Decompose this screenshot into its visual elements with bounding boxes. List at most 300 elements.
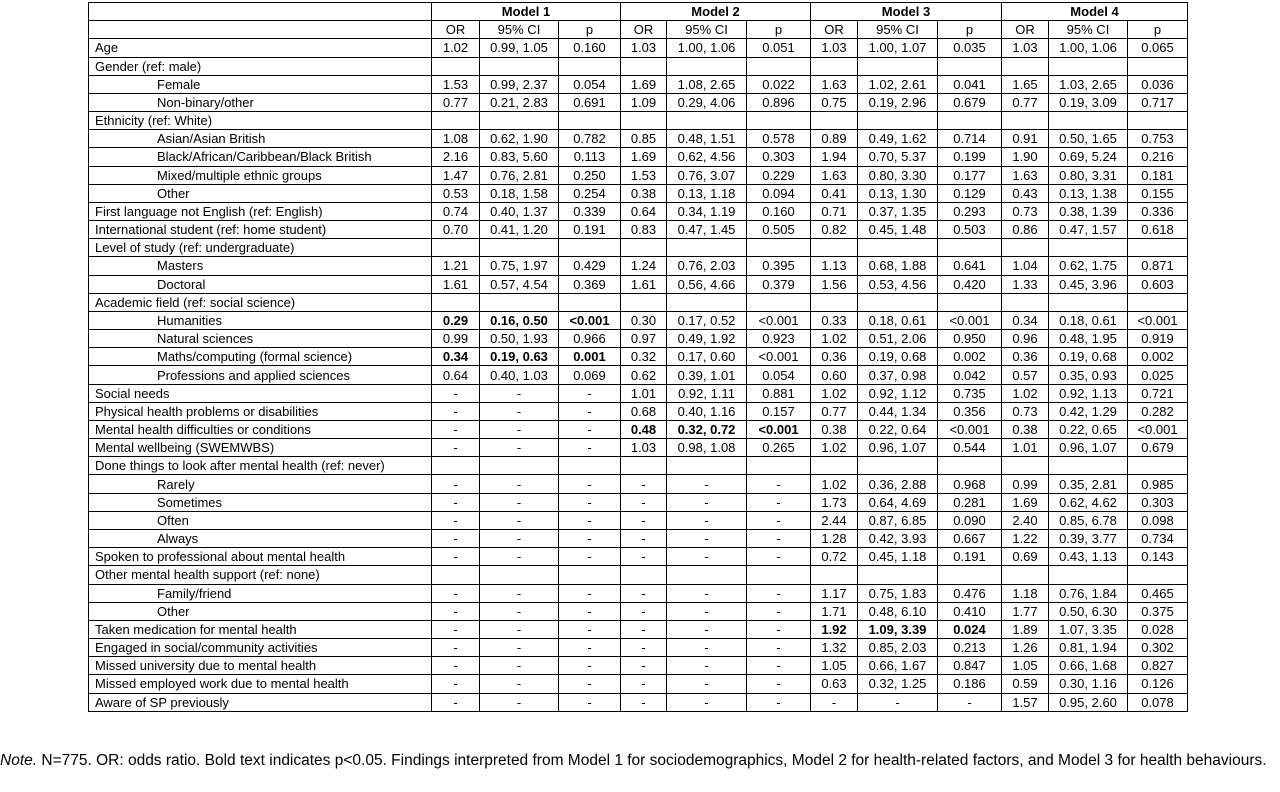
table-cell-p: 0.250	[559, 166, 621, 184]
table-cell-p: 0.094	[747, 184, 811, 202]
table-cell-p: -	[747, 693, 811, 711]
table-cell-ci: 0.62, 4.56	[667, 148, 747, 166]
table-cell-p: 0.420	[938, 275, 1002, 293]
table-cell-p: 0.126	[1128, 675, 1188, 693]
table-cell-ci: -	[480, 693, 559, 711]
table-cell-p: 0.679	[1128, 439, 1188, 457]
table-cell-ci: 0.42, 3.93	[858, 529, 938, 547]
table-cell-or: -	[432, 384, 480, 402]
table-cell-p: 0.022	[747, 75, 811, 93]
table-row	[89, 57, 1188, 75]
table-cell-or: 0.48	[621, 420, 667, 438]
table-row	[89, 184, 1188, 202]
table-row	[89, 366, 1188, 384]
note-text: N=775. OR: odds ratio. Bold text indicates p<0.05. Findings interpreted from Model 1 for sociodemographics, Model 2 for health-related factors, and Model 3 for health behaviours.	[37, 752, 1267, 769]
table-cell-ci: 0.16, 0.50	[480, 311, 559, 329]
table-cell-p: 0.090	[938, 511, 1002, 529]
table-cell-or: 0.38	[1002, 420, 1049, 438]
table-cell-or: 1.63	[811, 75, 858, 93]
table-cell-ci: 0.92, 1.11	[667, 384, 747, 402]
table-cell-ci: -	[667, 693, 747, 711]
table-cell-ci: 0.62, 4.62	[1049, 493, 1128, 511]
table-cell-ci: -	[667, 657, 747, 675]
row-label: Aware of SP previously	[89, 693, 432, 711]
table-row	[89, 529, 1188, 547]
table-cell-or: 1.33	[1002, 275, 1049, 293]
table-cell-ci: 0.40, 1.16	[667, 402, 747, 420]
table-cell-p: -	[559, 675, 621, 693]
table-cell-p: -	[938, 693, 1002, 711]
row-label: Always	[89, 529, 432, 547]
table-cell-ci: 0.45, 3.96	[1049, 275, 1128, 293]
table-cell-or: 1.03	[621, 39, 667, 57]
table-cell-ci: -	[667, 475, 747, 493]
table-cell-or: 1.02	[811, 439, 858, 457]
table-cell-or: -	[432, 584, 480, 602]
table-cell-p: -	[747, 511, 811, 529]
table-cell-p: 0.025	[1128, 366, 1188, 384]
table-cell-ci: 0.99, 2.37	[480, 75, 559, 93]
table-cell-or: -	[432, 439, 480, 457]
table-cell-or: 0.86	[1002, 221, 1049, 239]
table-cell-or: 0.64	[432, 366, 480, 384]
table-cell-p: -	[747, 548, 811, 566]
table-cell-p: 0.714	[938, 130, 1002, 148]
table-cell-or: 1.02	[1002, 384, 1049, 402]
table-cell-or: 1.69	[621, 75, 667, 93]
table-cell-or: -	[432, 657, 480, 675]
table-cell-ci: 0.70, 5.37	[858, 148, 938, 166]
table-cell-p	[559, 293, 621, 311]
table-cell-p: 0.160	[747, 202, 811, 220]
table-cell-or: 2.16	[432, 148, 480, 166]
table-cell-or: 0.53	[432, 184, 480, 202]
table-cell-p: <0.001	[1128, 311, 1188, 329]
table-cell-p: 0.035	[938, 39, 1002, 57]
table-cell-p: 0.985	[1128, 475, 1188, 493]
table-row	[89, 166, 1188, 184]
table-cell-p	[559, 112, 621, 130]
table-cell-p: 0.113	[559, 148, 621, 166]
row-label: Academic field (ref: social science)	[89, 293, 432, 311]
table-body	[89, 39, 1188, 711]
table-cell-p: 0.177	[938, 166, 1002, 184]
row-label: Done things to look after mental health (ref: never)	[89, 457, 432, 475]
table-cell-or: 1.22	[1002, 529, 1049, 547]
table-cell-ci: 0.50, 1.93	[480, 330, 559, 348]
table-cell-ci	[480, 239, 559, 257]
table-cell-ci: 0.92, 1.12	[858, 384, 938, 402]
table-cell-p: 0.155	[1128, 184, 1188, 202]
table-cell-ci: 0.40, 1.03	[480, 366, 559, 384]
table-cell-p: 0.618	[1128, 221, 1188, 239]
table-cell-ci	[667, 457, 747, 475]
table-cell-ci	[480, 457, 559, 475]
table-cell-p: 0.375	[1128, 602, 1188, 620]
table-cell-ci: 0.64, 4.69	[858, 493, 938, 511]
table-cell-or: 1.69	[1002, 493, 1049, 511]
table-cell-ci	[480, 566, 559, 584]
table-cell-p: 0.410	[938, 602, 1002, 620]
table-cell-or: -	[432, 529, 480, 547]
row-label: Other mental health support (ref: none)	[89, 566, 432, 584]
table-cell-or	[811, 293, 858, 311]
row-label: Mental wellbeing (SWEMWBS)	[89, 439, 432, 457]
table-cell-ci: 0.19, 0.63	[480, 348, 559, 366]
row-label: Taken medication for mental health	[89, 620, 432, 638]
table-cell-p	[1128, 239, 1188, 257]
table-cell-p: -	[747, 529, 811, 547]
table-cell-p: 0.143	[1128, 548, 1188, 566]
table-cell-p: 0.293	[938, 202, 1002, 220]
table-cell-ci: 0.69, 5.24	[1049, 148, 1128, 166]
table-cell-p: -	[559, 620, 621, 638]
table-cell-or: 1.56	[811, 275, 858, 293]
table-cell-or: 0.68	[621, 402, 667, 420]
table-cell-ci	[1049, 112, 1128, 130]
table-cell-ci: 0.19, 2.96	[858, 93, 938, 111]
row-label: Age	[89, 39, 432, 57]
table-cell-ci: 0.39, 1.01	[667, 366, 747, 384]
table-cell-or: 0.72	[811, 548, 858, 566]
table-cell-ci: -	[667, 675, 747, 693]
table-cell-ci: -	[667, 529, 747, 547]
table-cell-or: 0.57	[1002, 366, 1049, 384]
table-cell-or	[811, 457, 858, 475]
table-cell-ci: 0.50, 6.30	[1049, 602, 1128, 620]
table-row	[89, 112, 1188, 130]
table-cell-or: 0.38	[811, 420, 858, 438]
table-cell-or: 1.08	[432, 130, 480, 148]
table-cell-or: 2.44	[811, 511, 858, 529]
table-cell-or: 0.77	[432, 93, 480, 111]
table-cell-ci: 0.29, 4.06	[667, 93, 747, 111]
table-cell-or	[621, 239, 667, 257]
table-row	[89, 439, 1188, 457]
table-cell-or: 1.61	[432, 275, 480, 293]
table-cell-or: 1.32	[811, 639, 858, 657]
table-cell-ci	[667, 566, 747, 584]
table-cell-or: 0.83	[621, 221, 667, 239]
table-cell-p: 0.578	[747, 130, 811, 148]
table-cell-p	[938, 239, 1002, 257]
table-cell-ci: 0.68, 1.88	[858, 257, 938, 275]
table-cell-or: 0.69	[1002, 548, 1049, 566]
table-cell-p: 0.465	[1128, 584, 1188, 602]
table-cell-or: 1.18	[1002, 584, 1049, 602]
table-cell-ci: 0.62, 1.75	[1049, 257, 1128, 275]
row-label: International student (ref: home student)	[89, 221, 432, 239]
table-cell-p: 0.379	[747, 275, 811, 293]
table-cell-ci: 0.32, 0.72	[667, 420, 747, 438]
table-cell-ci	[480, 293, 559, 311]
table-cell-p: 0.281	[938, 493, 1002, 511]
table-cell-ci: 0.17, 0.60	[667, 348, 747, 366]
table-cell-ci: 0.80, 3.31	[1049, 166, 1128, 184]
table-cell-or	[432, 293, 480, 311]
table-cell-ci: 0.39, 3.77	[1049, 529, 1128, 547]
table-row	[89, 39, 1188, 57]
table-cell-or: 0.29	[432, 311, 480, 329]
table-cell-or: 0.59	[1002, 675, 1049, 693]
table-cell-p: -	[559, 529, 621, 547]
table-cell-or: 0.34	[1002, 311, 1049, 329]
table-cell-or: -	[621, 529, 667, 547]
table-cell-ci: 0.41, 1.20	[480, 221, 559, 239]
table-row	[89, 511, 1188, 529]
subheader-p: p	[559, 21, 621, 39]
table-cell-or	[1002, 239, 1049, 257]
row-label: Natural sciences	[89, 330, 432, 348]
table-cell-ci: 0.19, 0.68	[858, 348, 938, 366]
table-cell-ci: 0.18, 0.61	[858, 311, 938, 329]
table-cell-or: 1.71	[811, 602, 858, 620]
table-cell-p: 0.339	[559, 202, 621, 220]
table-cell-ci: 0.98, 1.08	[667, 439, 747, 457]
table-cell-p	[938, 457, 1002, 475]
table-cell-p: -	[747, 657, 811, 675]
table-cell-ci: -	[480, 493, 559, 511]
table-cell-p: 0.503	[938, 221, 1002, 239]
table-cell-or: 1.92	[811, 620, 858, 638]
table-cell-ci: 0.75, 1.83	[858, 584, 938, 602]
table-cell-p: 0.191	[938, 548, 1002, 566]
table-cell-or: -	[432, 548, 480, 566]
table-cell-p: 0.302	[1128, 639, 1188, 657]
table-cell-ci: -	[480, 548, 559, 566]
table-row	[89, 657, 1188, 675]
table-cell-or: 1.05	[811, 657, 858, 675]
table-cell-ci: 1.00, 1.06	[667, 39, 747, 57]
table-row	[89, 330, 1188, 348]
table-cell-ci: -	[667, 584, 747, 602]
table-cell-p: 0.036	[1128, 75, 1188, 93]
table-cell-or	[432, 57, 480, 75]
table-cell-or	[1002, 57, 1049, 75]
table-cell-ci: 0.81, 1.94	[1049, 639, 1128, 657]
table-cell-p: -	[559, 475, 621, 493]
table-cell-or: 1.09	[621, 93, 667, 111]
table-cell-ci: 0.37, 0.98	[858, 366, 938, 384]
table-cell-p: -	[559, 602, 621, 620]
table-cell-p: -	[747, 584, 811, 602]
table-cell-p: -	[559, 511, 621, 529]
table-cell-p: 0.186	[938, 675, 1002, 693]
table-cell-or: -	[621, 639, 667, 657]
table-cell-ci	[1049, 57, 1128, 75]
table-cell-ci	[667, 112, 747, 130]
row-label: Sometimes	[89, 493, 432, 511]
table-cell-p: 0.042	[938, 366, 1002, 384]
table-cell-p: 0.265	[747, 439, 811, 457]
row-label: Other	[89, 184, 432, 202]
table-cell-or: -	[621, 620, 667, 638]
table-cell-or: 1.04	[1002, 257, 1049, 275]
table-cell-ci: 1.08, 2.65	[667, 75, 747, 93]
table-cell-or: 0.74	[432, 202, 480, 220]
table-cell-or: 1.03	[811, 39, 858, 57]
table-cell-or: 0.38	[621, 184, 667, 202]
table-cell-p: -	[559, 584, 621, 602]
table-cell-ci: 0.18, 0.61	[1049, 311, 1128, 329]
table-cell-ci	[858, 57, 938, 75]
row-label: Spoken to professional about mental health	[89, 548, 432, 566]
table-cell-ci: 0.53, 4.56	[858, 275, 938, 293]
table-cell-p: -	[747, 620, 811, 638]
table-cell-p: 0.395	[747, 257, 811, 275]
table-cell-or: -	[432, 639, 480, 657]
table-cell-p: 0.336	[1128, 202, 1188, 220]
table-cell-ci: 0.92, 1.13	[1049, 384, 1128, 402]
table-row	[89, 148, 1188, 166]
table-cell-p	[747, 566, 811, 584]
table-cell-or	[811, 112, 858, 130]
table-cell-or: 0.34	[432, 348, 480, 366]
table-cell-or: 0.71	[811, 202, 858, 220]
table-cell-or	[432, 239, 480, 257]
table-cell-p: 0.919	[1128, 330, 1188, 348]
table-cell-p: 0.303	[1128, 493, 1188, 511]
table-cell-p	[1128, 57, 1188, 75]
table-cell-or: 1.17	[811, 584, 858, 602]
table-cell-or	[432, 112, 480, 130]
table-cell-ci: 0.48, 6.10	[858, 602, 938, 620]
table-cell-ci: 0.21, 2.83	[480, 93, 559, 111]
table-row	[89, 402, 1188, 420]
table-cell-or: -	[432, 693, 480, 711]
table-cell-p	[747, 57, 811, 75]
table-cell-or	[432, 566, 480, 584]
table-cell-ci: 0.50, 1.65	[1049, 130, 1128, 148]
table-row	[89, 93, 1188, 111]
table-cell-p: -	[559, 439, 621, 457]
row-label: Missed employed work due to mental health	[89, 675, 432, 693]
table-cell-ci: -	[480, 639, 559, 657]
table-cell-p: 0.051	[747, 39, 811, 57]
table-cell-ci	[858, 239, 938, 257]
table-cell-p: 0.157	[747, 402, 811, 420]
table-cell-ci: -	[480, 475, 559, 493]
table-cell-p: 0.002	[938, 348, 1002, 366]
table-cell-or: 0.82	[811, 221, 858, 239]
table-row	[89, 566, 1188, 584]
table-cell-or: 1.02	[811, 330, 858, 348]
table-cell-p: 0.229	[747, 166, 811, 184]
table-row	[89, 221, 1188, 239]
table-cell-ci: 0.35, 0.93	[1049, 366, 1128, 384]
table-cell-or: 1.02	[432, 39, 480, 57]
table-cell-or: 1.77	[1002, 602, 1049, 620]
table-cell-ci: 0.19, 0.68	[1049, 348, 1128, 366]
table-cell-p: 0.282	[1128, 402, 1188, 420]
table-cell-p: 0.213	[938, 639, 1002, 657]
table-cell-p: 0.054	[559, 75, 621, 93]
table-cell-or: 1.24	[621, 257, 667, 275]
table-cell-p: 0.069	[559, 366, 621, 384]
table-cell-p: -	[747, 639, 811, 657]
table-cell-p	[1128, 293, 1188, 311]
table-row	[89, 457, 1188, 475]
table-cell-ci	[858, 112, 938, 130]
table-cell-ci: 0.96, 1.07	[1049, 439, 1128, 457]
table-cell-p	[747, 457, 811, 475]
table-cell-p: 0.369	[559, 275, 621, 293]
subheader-row	[89, 21, 1188, 39]
table-cell-or: 0.89	[811, 130, 858, 148]
table-cell-ci: 0.47, 1.45	[667, 221, 747, 239]
table-cell-p	[747, 239, 811, 257]
table-cell-or: 1.65	[1002, 75, 1049, 93]
table-cell-p	[747, 112, 811, 130]
table-cell-ci: 0.18, 1.58	[480, 184, 559, 202]
table-cell-or: -	[432, 511, 480, 529]
table-cell-or: 1.02	[811, 475, 858, 493]
table-cell-or: 1.73	[811, 493, 858, 511]
row-label: Black/African/Caribbean/Black British	[89, 148, 432, 166]
table-cell-or: -	[621, 584, 667, 602]
row-label: Rarely	[89, 475, 432, 493]
table-cell-ci	[1049, 293, 1128, 311]
table-cell-ci: -	[480, 420, 559, 438]
table-cell-ci: -	[480, 439, 559, 457]
table-cell-or: 1.61	[621, 275, 667, 293]
table-row	[89, 620, 1188, 638]
table-cell-p: 0.028	[1128, 620, 1188, 638]
table-cell-p: <0.001	[747, 311, 811, 329]
table-cell-or: -	[621, 511, 667, 529]
table-cell-ci: 0.66, 1.67	[858, 657, 938, 675]
table-cell-p: -	[559, 693, 621, 711]
table-row	[89, 348, 1188, 366]
table-cell-or: 1.01	[621, 384, 667, 402]
table-cell-p	[747, 293, 811, 311]
table-cell-ci: 0.48, 1.95	[1049, 330, 1128, 348]
table-cell-ci	[667, 293, 747, 311]
table-cell-or: 0.33	[811, 311, 858, 329]
table-cell-or: 0.64	[621, 202, 667, 220]
table-cell-ci: 0.48, 1.51	[667, 130, 747, 148]
table-cell-or: 1.94	[811, 148, 858, 166]
table-cell-p: 0.065	[1128, 39, 1188, 57]
table-cell-or: -	[432, 602, 480, 620]
table-cell-ci: 0.40, 1.37	[480, 202, 559, 220]
table-cell-or: 1.01	[1002, 439, 1049, 457]
table-cell-or: 0.60	[811, 366, 858, 384]
table-row	[89, 584, 1188, 602]
table-cell-or: -	[621, 602, 667, 620]
subheader-or: OR	[1002, 21, 1049, 39]
table-row	[89, 475, 1188, 493]
table-cell-or: 0.73	[1002, 202, 1049, 220]
table-cell-ci: 0.45, 1.48	[858, 221, 938, 239]
table-cell-ci: -	[667, 511, 747, 529]
table-cell-ci: -	[667, 620, 747, 638]
row-label: Other	[89, 602, 432, 620]
table-cell-p: 0.129	[938, 184, 1002, 202]
table-cell-p: -	[747, 493, 811, 511]
table-cell-p: 0.896	[747, 93, 811, 111]
table-cell-ci: 0.95, 2.60	[1049, 693, 1128, 711]
table-cell-or: 1.63	[1002, 166, 1049, 184]
table-cell-or: 0.75	[811, 93, 858, 111]
table-cell-ci	[480, 112, 559, 130]
table-cell-ci: 0.43, 1.13	[1049, 548, 1128, 566]
table-cell-p: 0.216	[1128, 148, 1188, 166]
table-row	[89, 639, 1188, 657]
table-cell-p: -	[559, 639, 621, 657]
table-cell-p: <0.001	[938, 311, 1002, 329]
table-cell-ci: 0.32, 1.25	[858, 675, 938, 693]
